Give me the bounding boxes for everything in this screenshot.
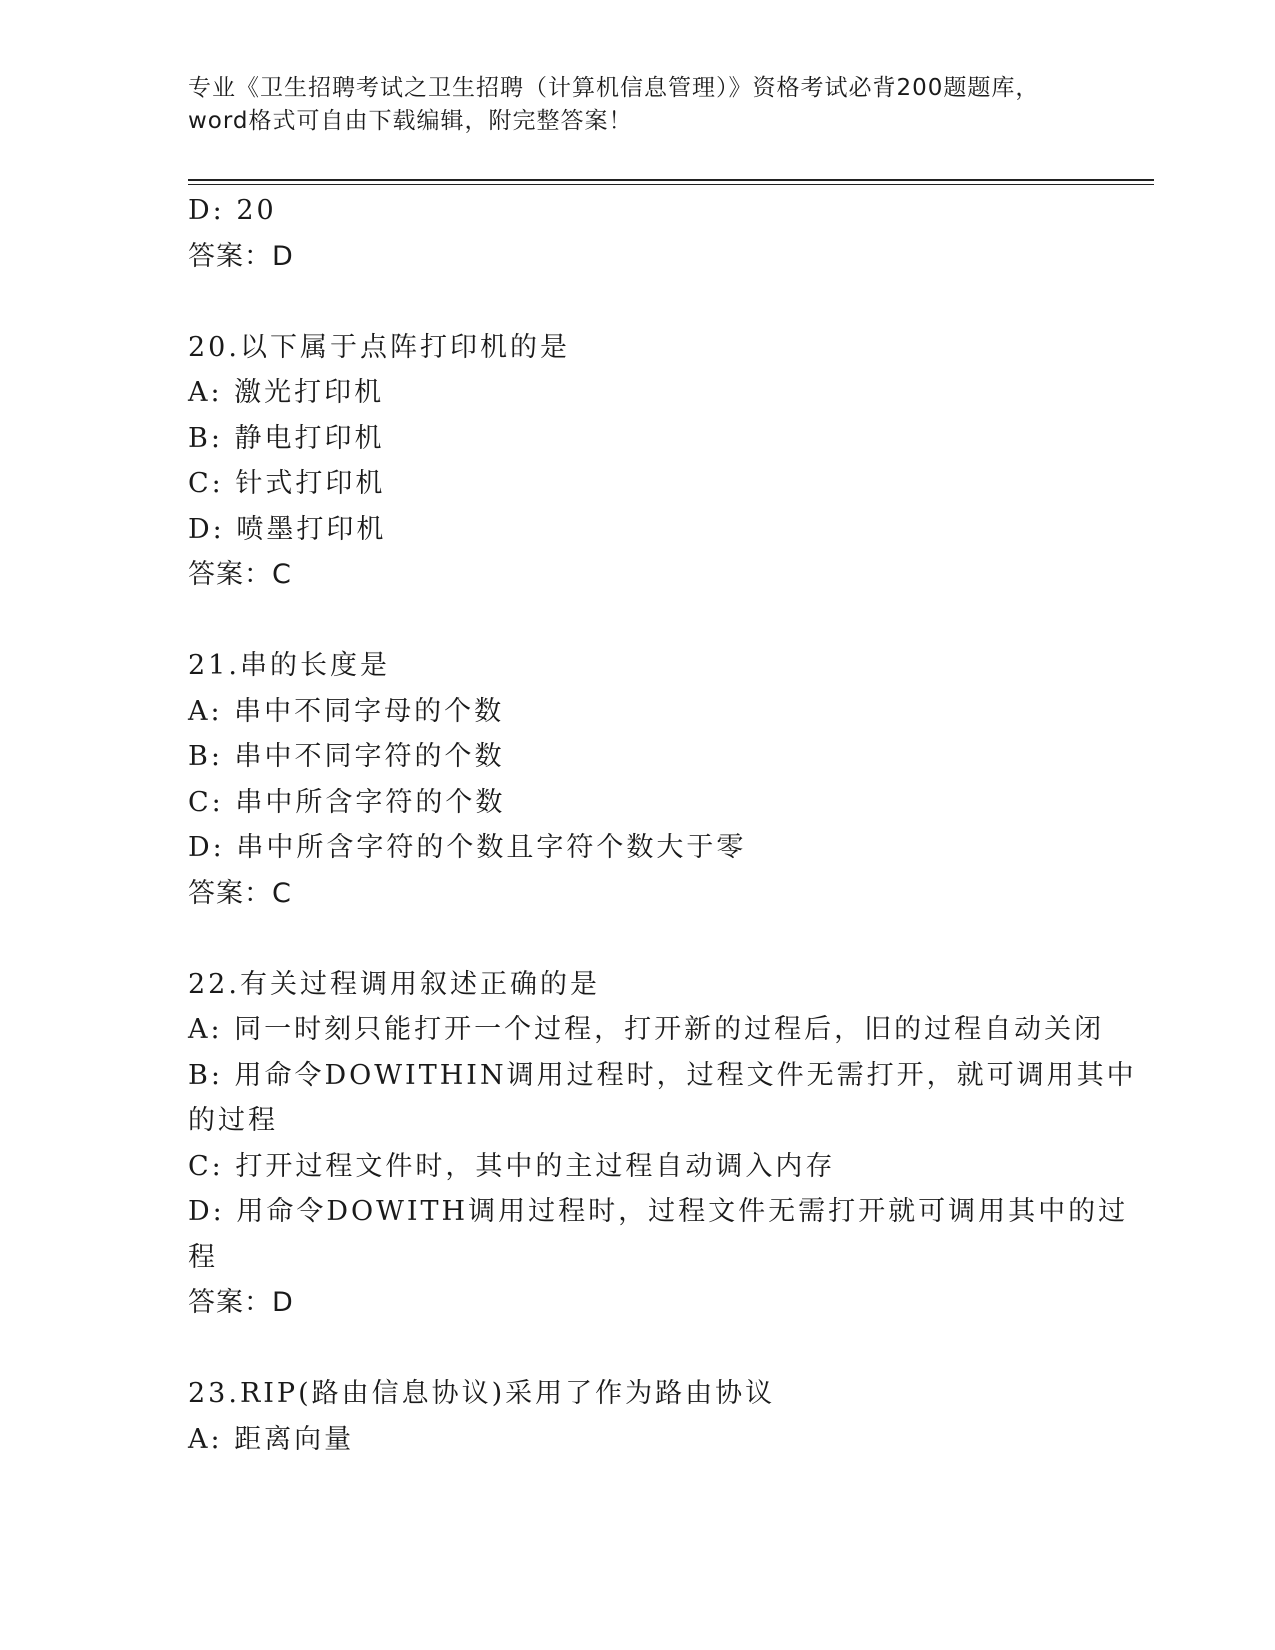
option-b-q20: B: 静电打印机 [188,422,385,454]
option-b-q22: B: 用命令DOWITHIN调用过程时，过程文件无需打开，就可调用其中 [188,1059,1137,1091]
option-a-q20: A: 激光打印机 [188,377,385,408]
document-header [188,72,1088,138]
answer-q19: 答案：D [188,240,294,272]
question-list [188,188,1137,1462]
option-d-q21: D: 串中所含字符的个数且字符个数大于零 [188,832,747,863]
option-c-q20: C: 针式打印机 [188,468,386,499]
option-b-q21: B: 串中不同字符的个数 [188,741,505,772]
spacer [188,1326,1088,1372]
option-d-q22: D: 用命令DOWITH调用过程时，过程文件无需打开就可调用其中的过 [188,1196,1129,1227]
answer-q22: 答案：D [188,1287,294,1318]
answer-q21: 答案：C [188,877,292,909]
spacer [188,916,1088,962]
question-23: 23.RIP(路由信息协议)采用了作为路由协议 [188,1378,776,1409]
option-a-q21: A: 串中不同字母的个数 [188,695,505,727]
question-21: 21.串的长度是 [188,650,390,681]
question-22: 22.有关过程调用叙述正确的是 [188,968,600,1000]
header-title-line-1: 专业《卫生招聘考试之卫生招聘（计算机信息管理）》资格考试必背200题题库， [188,75,1040,101]
option-a-q23: A: 距离向量 [188,1423,355,1455]
header-divider-thick [188,179,1154,181]
spacer [188,279,1088,325]
option-a-q22: A: 同一时刻只能打开一个过程，打开新的过程后，旧的过程自动关闭 [188,1014,1105,1045]
option-b-q22-continued: 的过程 [188,1105,278,1136]
answer-q20: 答案：C [188,559,292,590]
option-c-q22: C: 打开过程文件时，其中的主过程自动调入内存 [188,1150,836,1182]
header-divider-thin [188,184,1154,185]
option-d-q20: D: 喷墨打印机 [188,513,387,545]
option-d-q22-continued: 程 [188,1241,218,1273]
header-title-line-2: word格式可自由下载编辑，附完整答案！ [188,108,633,134]
option-d-q19: D: 20 [188,195,277,226]
question-20: 20.以下属于点阵打印机的是 [188,331,570,363]
option-c-q21: C: 串中所含字符的个数 [188,786,506,818]
spacer [188,598,1088,644]
